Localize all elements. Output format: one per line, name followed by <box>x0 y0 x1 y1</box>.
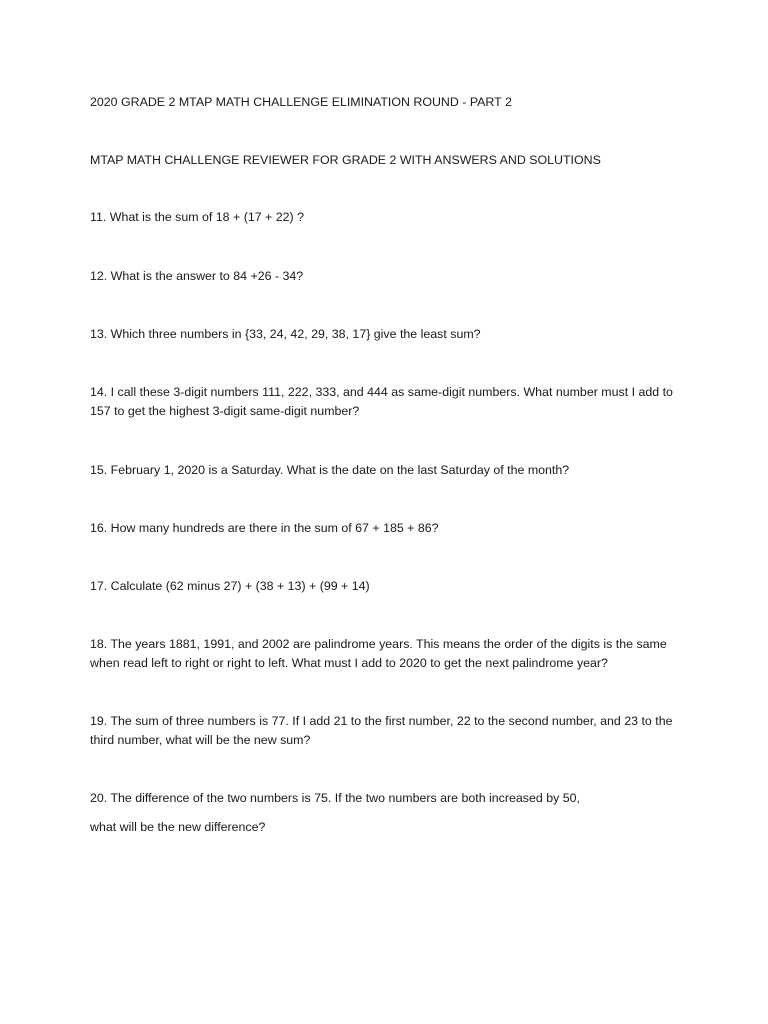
question-14: 14. I call these 3-digit numbers 111, 222, 333, and 444 as same-digit numbers. What number must I add to 157 to get the highest 3-digit same-digit number? <box>90 385 673 418</box>
document-heading: 2020 GRADE 2 MTAP MATH CHALLENGE ELIMINATION ROUND - PART 2 <box>90 95 512 109</box>
question-15: 15. February 1, 2020 is a Saturday. What is the date on the last Saturday of the month? <box>90 463 570 477</box>
question-19: 19. The sum of three numbers is 77. If I add 21 to the first number, 22 to the second number, and 23 to the third number, what will be the new sum? <box>90 714 673 747</box>
question-20: 20. The difference of the two numbers is 75. If the two numbers are both increased by 50, <box>90 791 580 805</box>
document-subheading: MTAP MATH CHALLENGE REVIEWER FOR GRADE 2 WITH ANSWERS AND SOLUTIONS <box>90 153 601 167</box>
question-13: 13. Which three numbers in {33, 24, 42, 29, 38, 17} give the least sum? <box>90 327 481 341</box>
question-18: 18. The years 1881, 1991, and 2002 are palindrome years. This means the order of the digits is the same when read left to right or right to left. What must I add to 2020 to get the next palindrome year? <box>90 637 667 670</box>
question-20-continuation: what will be the new difference? <box>90 820 266 834</box>
question-17: 17. Calculate (62 minus 27) + (38 + 13) + (99 + 14) <box>90 579 370 593</box>
question-16: 16. How many hundreds are there in the sum of 67 + 185 + 86? <box>90 521 439 535</box>
question-12: 12. What is the answer to 84 +26 - 34? <box>90 269 304 283</box>
question-11: 11. What is the sum of 18 + (17 + 22) ? <box>90 210 304 224</box>
